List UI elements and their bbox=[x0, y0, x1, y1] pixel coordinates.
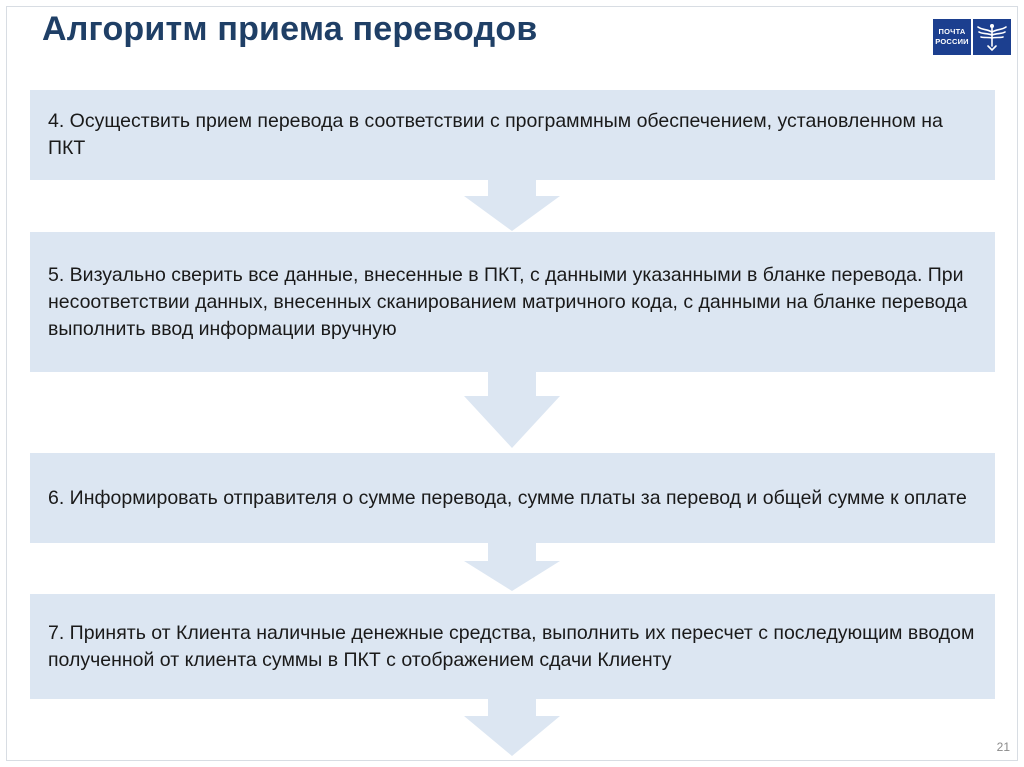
page-title: Алгоритм приема переводов bbox=[42, 10, 538, 48]
logo-wordmark bbox=[933, 19, 971, 55]
down-arrow-icon bbox=[464, 370, 560, 450]
step-box-4 bbox=[30, 90, 995, 180]
page-number: 21 bbox=[996, 740, 1010, 754]
down-arrow-icon bbox=[464, 541, 560, 593]
step-box-5 bbox=[30, 232, 995, 372]
logo-line-1: ПОЧТА bbox=[938, 27, 966, 36]
step-box-6 bbox=[30, 453, 995, 543]
step-box-7 bbox=[30, 594, 995, 699]
step-text: 7. Принять от Клиента наличные денежные средства, выполнить их пересчет с последующим вводом полученной от клиента суммы в ПКТ с отображением сдачи Клиенту bbox=[48, 621, 975, 671]
step-text: 6. Информировать отправителя о сумме перевода, сумме платы за перевод и общей сумме к оплате bbox=[48, 486, 967, 509]
down-arrow-icon bbox=[464, 698, 560, 758]
down-arrow-icon bbox=[464, 178, 560, 233]
step-text: 4. Осуществить прием перевода в соответствии с программным обеспечением, установленном на ПКТ bbox=[48, 110, 943, 159]
eagle-emblem-icon bbox=[973, 19, 1011, 55]
step-text: 5. Визуально сверить все данные, внесенные в ПКТ, с данными указанными в бланке перевода. При несоответствии данных, внесенных сканированием матричного кода, с данными на бланке перевода выполнить ввод информации вручную bbox=[48, 263, 968, 340]
russian-post-logo bbox=[933, 19, 1013, 55]
logo-line-2: РОССИИ bbox=[935, 37, 969, 46]
